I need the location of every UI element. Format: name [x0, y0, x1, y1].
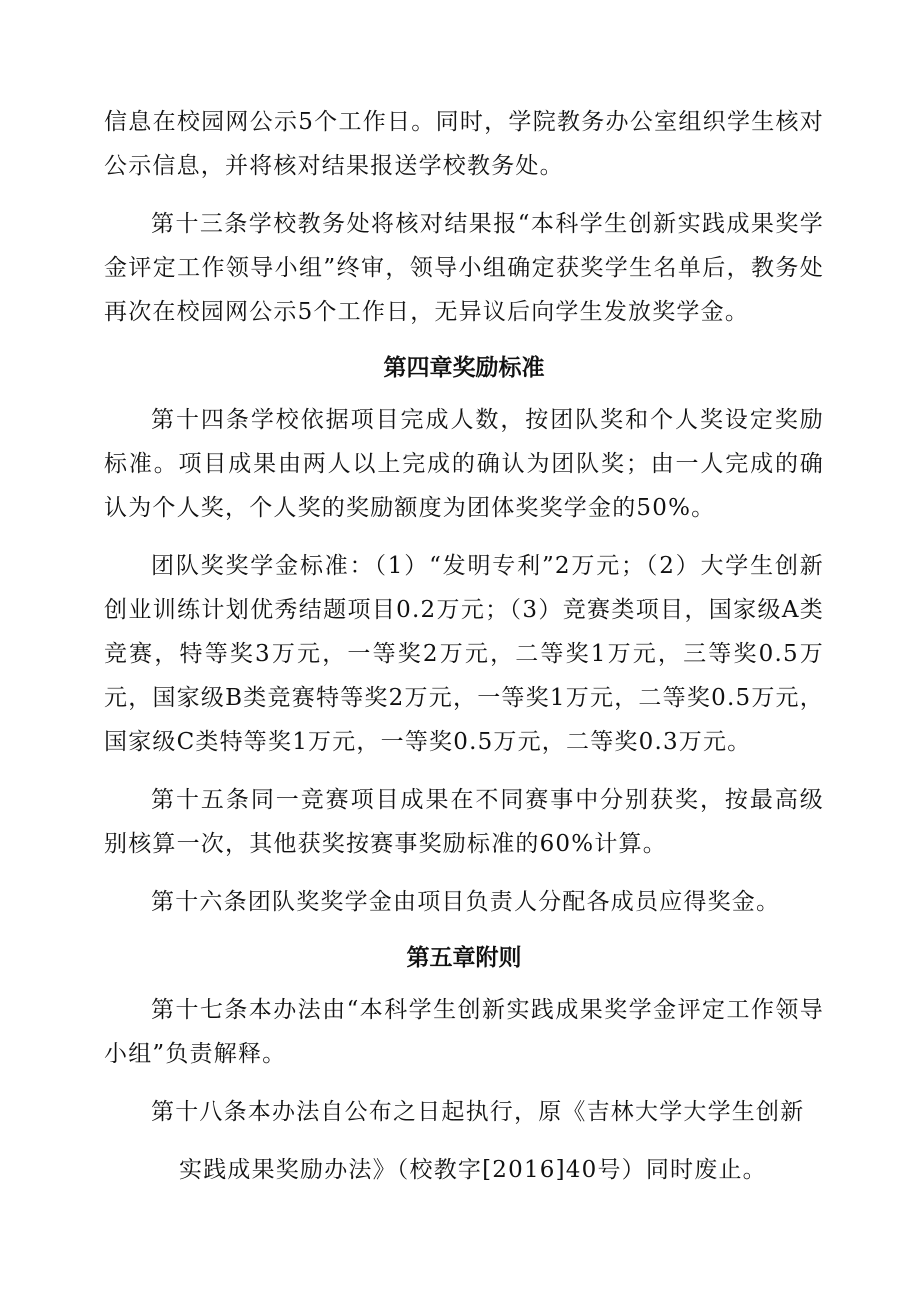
paragraph-publicity-continued: 信息在校园网公示5个工作日。同时，学院教务办公室组织学生核对公示信息，并将核对结果报送学校教务处。 — [104, 109, 824, 179]
article-13: 第十三条学校教务处将核对结果报“本科学生创新实践成果奖学金评定工作领导小组”终审，领导小组确定获奖学生名单后，教务处再次在校园网公示5个工作日，无异议后向学生发放奖学金。 — [104, 211, 824, 325]
article-15: 第十五条同一竞赛项目成果在不同赛事中分别获奖，按最高级别核算一次，其他获奖按赛事奖励标准的60%计算。 — [104, 787, 824, 857]
team-award-standard: 团队奖奖学金标准：（1）“发明专利”2万元；（2）大学生创新创业训练计划优秀结题项目0.2万元；（3）竞赛类项目，国家级A类竞赛，特等奖3万元，一等奖2万元，二等奖1万元，三等奖0.5万元，国家级B类竞赛特等奖2万元，一等奖1万元，二等奖0.5万元，国家级C类特等奖1万元，一等奖0.5万元，二等奖0.3万元。 — [104, 553, 824, 755]
article-18-line-1: 第十八条本办法自公布之日起执行，原《吉林大学大学生创新 — [151, 1099, 805, 1125]
document-body — [104, 100, 824, 1192]
article-14: 第十四条学校依据项目完成人数，按团队奖和个人奖设定奖励标准。项目成果由两人以上完成的确认为团队奖；由一人完成的确认为个人奖，个人奖的奖励额度为团体奖奖学金的50%。 — [104, 407, 824, 521]
article-18-line-2: 实践成果奖励办法》（校教字[2016]40号）同时废止。 — [179, 1157, 767, 1183]
chapter-4-heading: 第四章奖励标准 — [383, 355, 545, 381]
chapter-5-heading: 第五章附则 — [406, 945, 522, 971]
article-16: 第十六条团队奖奖学金由项目负责人分配各成员应得奖金。 — [151, 889, 781, 915]
article-17: 第十七条本办法由“本科学生创新实践成果奖学金评定工作领导小组”负责解释。 — [104, 997, 824, 1067]
